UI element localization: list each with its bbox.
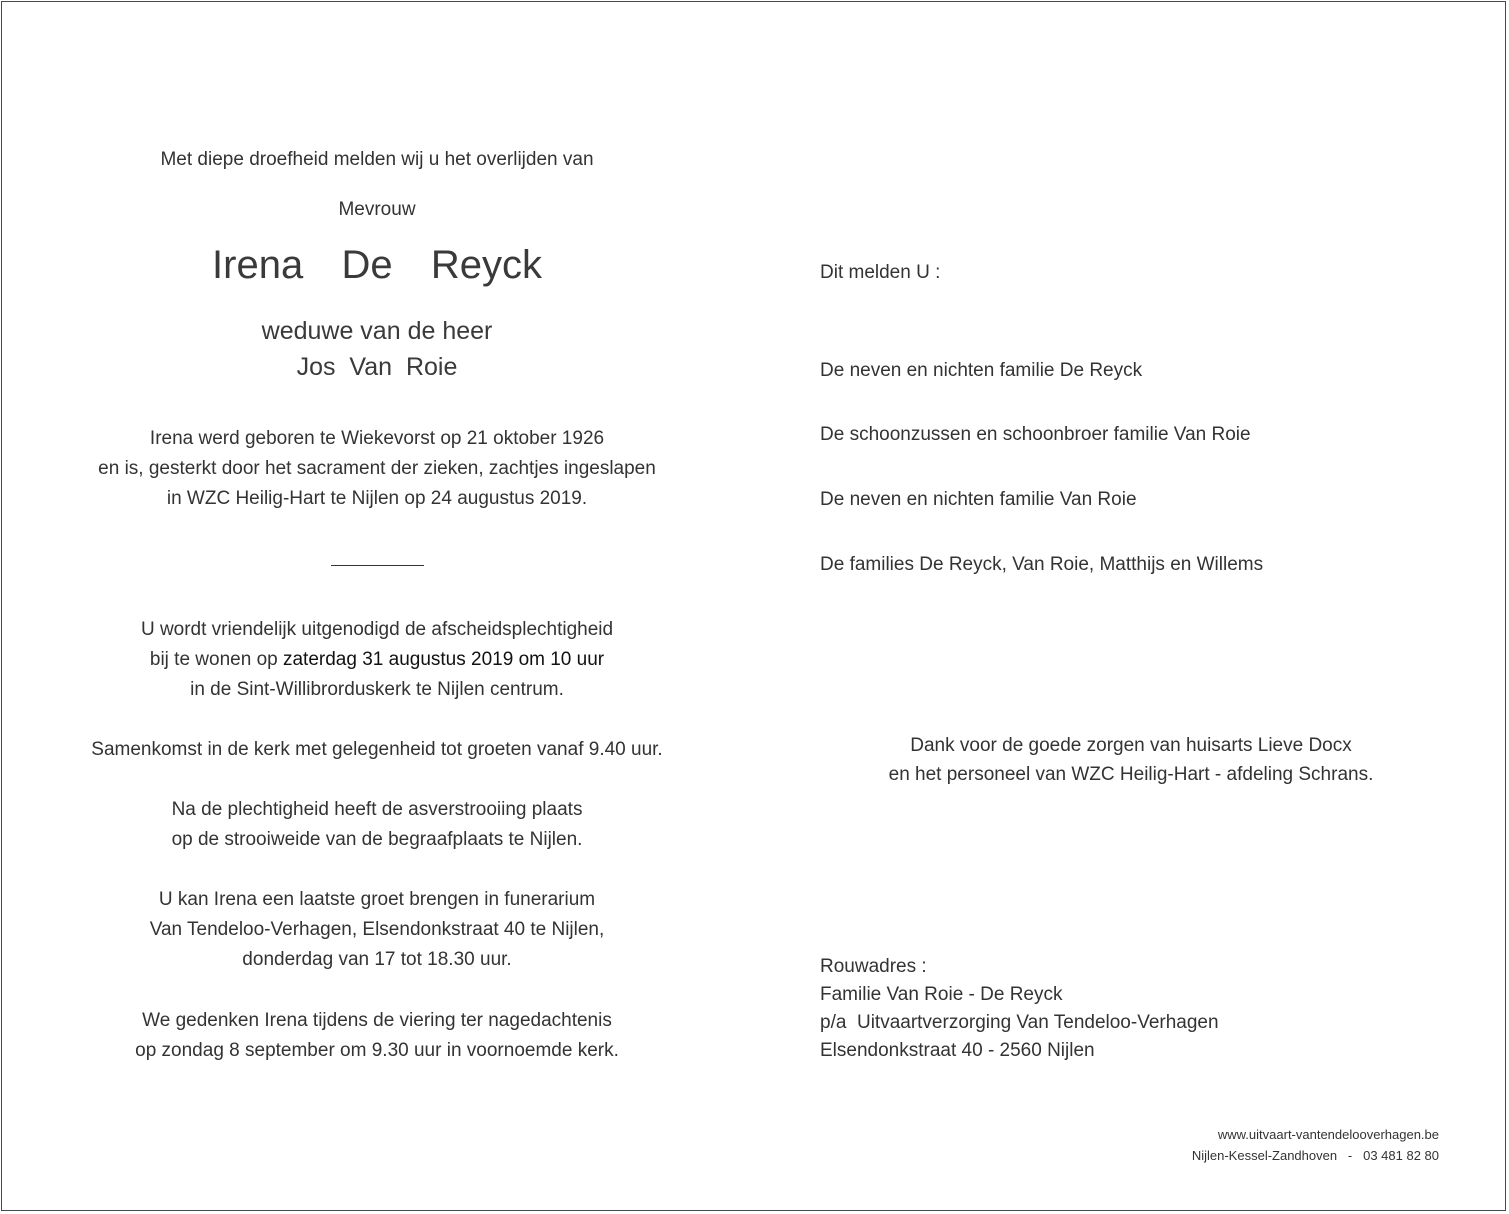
family-line: De families De Reyck, Van Roie, Matthijs en Willems: [820, 554, 1264, 575]
widow-line: weduwe van de heer: [261, 317, 493, 345]
invite-line: [150, 645, 604, 675]
invite-line: U wordt vriendelijk uitgenodigd de afscheidsplechtigheid: [140, 619, 614, 640]
scattering-line: Na de plechtigheid heeft de asverstrooiing plaats: [171, 799, 583, 820]
bio-line: en is, gesterkt door het sacrament der zieken, zachtjes ingeslapen: [98, 458, 656, 479]
family-line: De schoonzussen en schoonbroer familie Van Roie: [820, 424, 1251, 445]
address-line: p/a Uitvaartverzorging Van Tendeloo-Verhagen: [820, 1012, 1219, 1033]
invite-line: in de Sint-Willibrorduskerk te Nijlen centrum.: [190, 679, 564, 700]
bio-line: in WZC Heilig-Hart te Nijlen op 24 augustus 2019.: [166, 488, 588, 509]
locations-phone: Nijlen-Kessel-Zandhoven - 03 481 82 80: [1191, 1148, 1439, 1163]
divider-line: [331, 565, 424, 566]
family-line: De neven en nichten familie Van Roie: [820, 489, 1137, 510]
website-link[interactable]: www.uitvaart-vantendelooverhagen.be: [1217, 1127, 1439, 1142]
visit-line: Van Tendeloo-Verhagen, Elsendonkstraat 40 te Nijlen,: [149, 919, 605, 940]
address-line: Elsendonkstraat 40 - 2560 Nijlen: [820, 1040, 1095, 1061]
visit-line: donderdag van 17 tot 18.30 uur.: [242, 949, 512, 970]
ceremony-datetime: zaterdag 31 augustus 2019 om 10 uur: [282, 649, 605, 670]
bio-line: Irena werd geboren te Wiekevorst op 21 oktober 1926: [149, 428, 605, 449]
honorific: Mevrouw: [338, 199, 416, 220]
deceased-name: Irena De Reyck: [212, 243, 542, 287]
visit-line: U kan Irena een laatste groet brengen in funerarium: [158, 889, 596, 910]
address-label: Rouwadres :: [820, 956, 927, 977]
thanks-line: Dank voor de goede zorgen van huisarts Lieve Docx: [910, 735, 1352, 756]
thanks-line: en het personeel van WZC Heilig-Hart - afdeling Schrans.: [888, 764, 1374, 785]
gathering-text: Samenkomst in de kerk met gelegenheid tot groeten vanaf 9.40 uur.: [91, 739, 663, 760]
invite-prefix: bij te wonen op: [149, 649, 278, 670]
spouse-name: Jos Van Roie: [296, 353, 458, 381]
scattering-line: op de strooiweide van de begraafplaats te Nijlen.: [171, 829, 583, 850]
announcers-label: Dit melden U :: [820, 262, 941, 283]
family-line: De neven en nichten familie De Reyck: [820, 360, 1143, 381]
intro-text: Met diepe droefheid melden wij u het overlijden van: [160, 149, 594, 170]
remembrance-line: op zondag 8 september om 9.30 uur in voornoemde kerk.: [135, 1040, 619, 1061]
remembrance-line: We gedenken Irena tijdens de viering ter nagedachtenis: [142, 1010, 612, 1031]
address-line: Familie Van Roie - De Reyck: [820, 984, 1063, 1005]
